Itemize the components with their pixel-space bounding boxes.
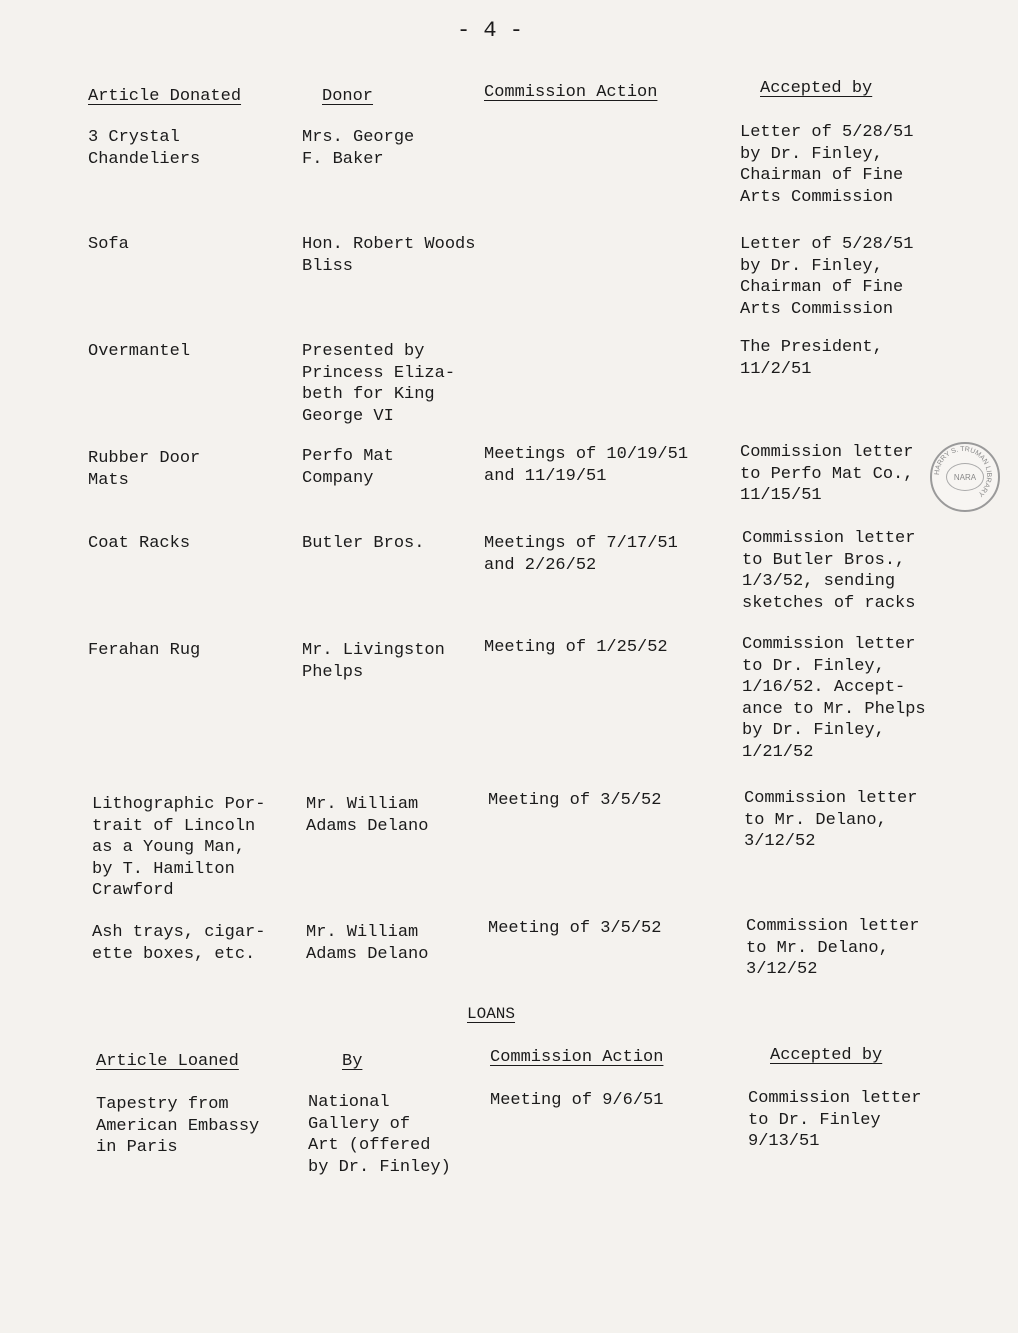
donation-article: Lithographic Por- trait of Lincoln as a Young Man, by T. Hamilton Crawford [92, 795, 266, 901]
donation-article: Sofa [88, 235, 129, 254]
loans-section-title: LOANS [467, 1005, 516, 1023]
donation-article: Rubber Door Mats [88, 449, 201, 490]
stamp-ring-text: HARRY S. TRUMAN LIBRARY [933, 445, 993, 498]
donation-donor: Perfo Mat Company [302, 447, 394, 488]
header-loan-commission-action: Commission Action [490, 1048, 664, 1067]
donation-donor: Mr. William Adams Delano [306, 923, 429, 964]
donation-accepted: Letter of 5/28/51 by Dr. Finley, Chairman of Fine Arts Commission [740, 235, 914, 319]
loan-by: National Gallery of Art (offered by Dr. Finley) [308, 1093, 451, 1177]
loan-accepted: Commission letter to Dr. Finley 9/13/51 [748, 1089, 922, 1152]
donation-article: 3 Crystal Chandeliers [88, 128, 201, 169]
donation-donor: Butler Bros. [302, 534, 425, 553]
donation-action: Meeting of 3/5/52 [488, 791, 662, 810]
donation-action: Meetings of 7/17/51 and 2/26/52 [484, 534, 678, 575]
donation-article: Overmantel [88, 342, 191, 361]
header-by: By [342, 1052, 363, 1071]
donation-action: Meeting of 1/25/52 [484, 638, 668, 657]
stamp-text: NARA [953, 472, 977, 482]
donation-accepted: Commission letter to Mr. Delano, 3/12/52 [746, 917, 920, 980]
header-donor: Donor [322, 87, 374, 106]
donation-accepted: Letter of 5/28/51 by Dr. Finley, Chairman of Fine Arts Commission [740, 123, 914, 207]
donation-accepted: Commission letter to Mr. Delano, 3/12/52 [744, 789, 918, 852]
donation-donor: Presented by Princess Eliza- beth for King George VI [302, 342, 456, 426]
header-accepted-by: Accepted by [760, 79, 873, 98]
loan-action: Meeting of 9/6/51 [490, 1091, 664, 1110]
header-article-donated: Article Donated [88, 87, 242, 106]
donation-donor: Mr. William Adams Delano [306, 795, 429, 836]
loan-article: Tapestry from American Embassy in Paris [96, 1095, 260, 1158]
donation-article: Ash trays, cigar- ette boxes, etc. [92, 923, 266, 964]
archive-stamp [930, 442, 1000, 512]
donation-action: Meetings of 10/19/51 and 11/19/51 [484, 445, 689, 486]
header-article-loaned: Article Loaned [96, 1052, 239, 1071]
header-loan-accepted-by: Accepted by [770, 1046, 883, 1065]
donation-donor: Mr. Livingston Phelps [302, 641, 445, 682]
donation-accepted: Commission letter to Dr. Finley, 1/16/52. Accept- ance to Mr. Phelps by Dr. Finley, 1/21/52 [742, 635, 926, 762]
donation-accepted: Commission letter to Butler Bros., 1/3/52, sending sketches of racks [742, 529, 916, 613]
donation-accepted: Commission letter to Perfo Mat Co., 11/15/51 [740, 443, 914, 506]
donation-action: Meeting of 3/5/52 [488, 919, 662, 938]
donation-accepted: The President, 11/2/51 [740, 338, 883, 379]
header-commission-action: Commission Action [484, 83, 658, 102]
donation-donor: Mrs. George F. Baker [302, 128, 415, 169]
donation-article: Ferahan Rug [88, 641, 201, 660]
page-number: - 4 - [456, 18, 523, 43]
donation-donor: Hon. Robert Woods Bliss [302, 235, 476, 276]
donation-article: Coat Racks [88, 534, 191, 553]
